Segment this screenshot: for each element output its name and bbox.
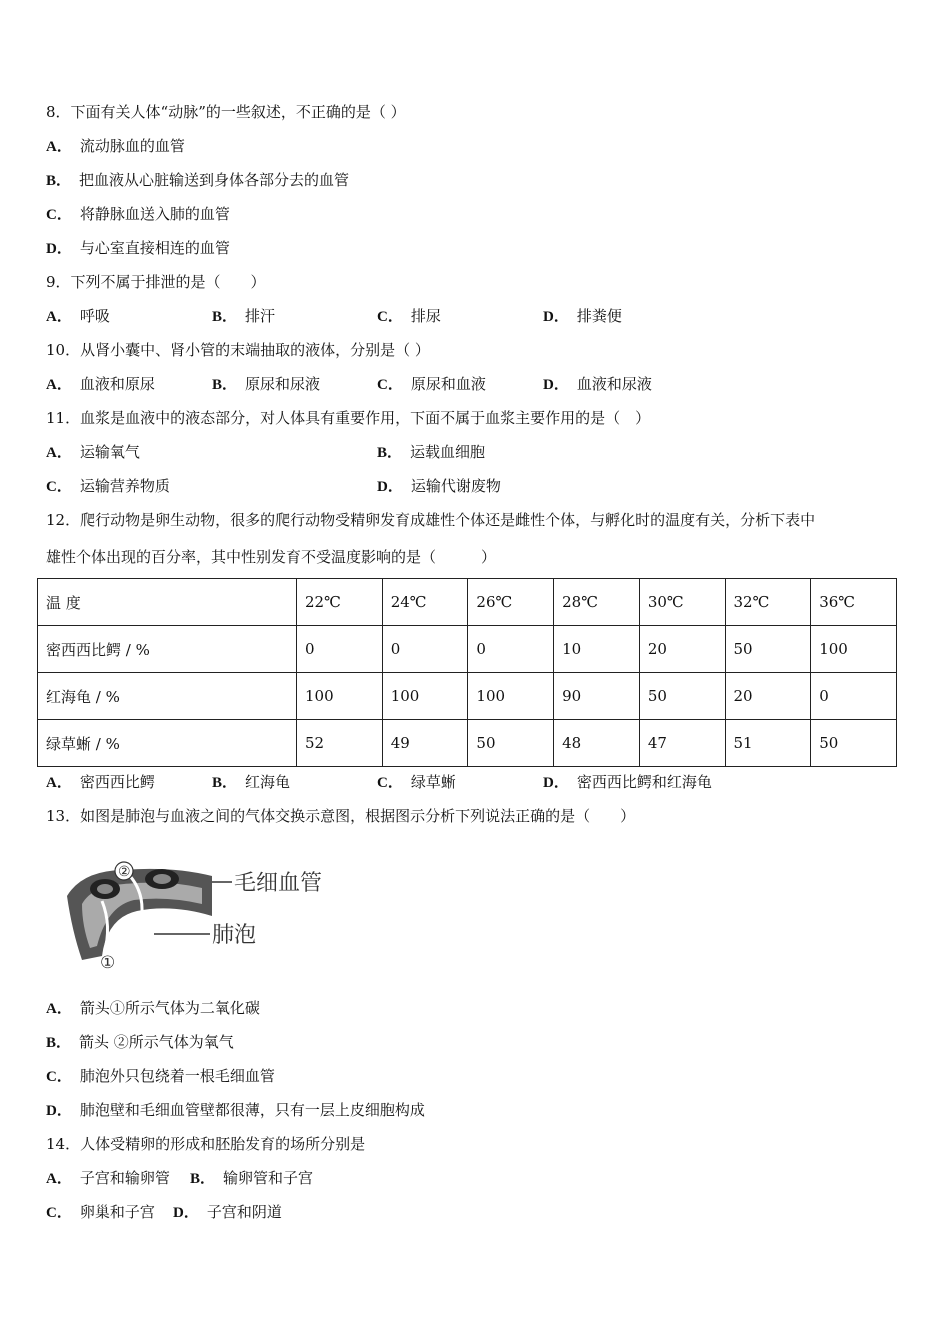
option-letter: C． xyxy=(46,207,72,223)
option-text: 肺泡壁和毛细血管壁都很薄，只有一层上皮细胞构成 xyxy=(79,1101,425,1119)
q10-option-c[interactable] xyxy=(377,374,486,395)
q14-option-c[interactable] xyxy=(46,1202,155,1223)
red-blood-cell xyxy=(97,884,113,894)
q9-stem: 9．下列不属于排泄的是（ ） xyxy=(46,273,266,291)
option-text: 把血液从心脏输送到身体各部分去的血管 xyxy=(79,171,350,189)
q14-option-a[interactable] xyxy=(46,1168,170,1189)
option-text: 流动脉血的血管 xyxy=(79,137,185,155)
option-text: 密西西比鳄 xyxy=(79,773,155,791)
table-cell: 20 xyxy=(639,626,725,673)
option-letter: D． xyxy=(543,377,569,393)
q10-option-b[interactable] xyxy=(212,374,320,395)
q9-option-b[interactable] xyxy=(212,306,275,327)
option-letter: B． xyxy=(377,445,403,461)
option-letter: A． xyxy=(46,377,72,393)
table-cell: 0 xyxy=(297,626,383,673)
option-letter: D． xyxy=(543,309,569,325)
option-letter: D． xyxy=(46,241,72,257)
q12-stem-line2: 雄性个体出现的百分率，其中性别发育不受温度影响的是（ ） xyxy=(46,548,497,566)
option-letter: A． xyxy=(46,1001,72,1017)
q12-option-a[interactable] xyxy=(46,772,155,793)
option-text: 箭头①所示气体为二氧化碳 xyxy=(79,999,260,1017)
option-text: 运输营养物质 xyxy=(79,477,170,495)
table-cell: 51 xyxy=(725,720,811,767)
table-cell: 绿草蜥 / % xyxy=(38,720,297,767)
table-cell: 0 xyxy=(382,626,468,673)
option-letter: A． xyxy=(46,139,72,155)
option-text: 运输氧气 xyxy=(79,443,140,461)
option-letter: D． xyxy=(173,1205,199,1221)
table-cell: 红海龟 / % xyxy=(38,673,297,720)
option-text: 原尿和尿液 xyxy=(245,375,321,393)
mark-1: ① xyxy=(100,953,116,973)
table-cell: 50 xyxy=(725,626,811,673)
option-letter: C． xyxy=(377,775,403,791)
option-letter: B． xyxy=(212,775,238,791)
table-cell: 100 xyxy=(468,673,554,720)
option-text: 排粪便 xyxy=(576,307,622,325)
q12-stem-line1: 12．爬行动物是卵生动物，很多的爬行动物受精卵发育成雄性个体还是雌性个体，与孵化时的温度有关，分析下表中 xyxy=(46,511,816,529)
q9-option-d[interactable] xyxy=(543,306,622,327)
capillary-label: 毛细血管 xyxy=(234,871,322,896)
temperature-table xyxy=(37,578,897,767)
option-text: 肺泡外只包绕着一根毛细血管 xyxy=(79,1067,275,1085)
table-cell: 密西西比鳄 / % xyxy=(38,626,297,673)
option-text: 绿草蜥 xyxy=(410,773,456,791)
option-letter: B． xyxy=(212,309,238,325)
table-cell: 47 xyxy=(639,720,725,767)
q8-option-c[interactable] xyxy=(46,204,230,225)
option-letter: A． xyxy=(46,1171,72,1187)
table-cell: 24℃ xyxy=(382,579,468,626)
q9-option-c[interactable] xyxy=(377,306,441,327)
table-header-row xyxy=(38,579,897,626)
option-text: 子宫和输卵管 xyxy=(79,1169,170,1187)
table-row xyxy=(38,626,897,673)
option-text: 密西西比鳄和红海龟 xyxy=(576,773,712,791)
option-letter: D． xyxy=(46,1103,72,1119)
table-cell: 28℃ xyxy=(554,579,640,626)
table-cell: 90 xyxy=(554,673,640,720)
option-letter: A． xyxy=(46,445,72,461)
table-cell: 0 xyxy=(811,673,897,720)
option-text: 运输代谢废物 xyxy=(410,477,501,495)
table-cell: 10 xyxy=(554,626,640,673)
q13-option-b[interactable] xyxy=(46,1032,234,1053)
gas-exchange-figure xyxy=(62,856,322,974)
table-cell: 20 xyxy=(725,673,811,720)
mark-2: ② xyxy=(118,864,131,880)
q10-stem: 10．从肾小囊中、肾小管的末端抽取的液体，分别是（ ） xyxy=(46,341,430,359)
table-cell: 30℃ xyxy=(639,579,725,626)
q13-option-d[interactable] xyxy=(46,1100,425,1121)
table-cell: 50 xyxy=(811,720,897,767)
table-cell: 48 xyxy=(554,720,640,767)
option-letter: B． xyxy=(46,173,72,189)
option-letter: C． xyxy=(46,1069,72,1085)
q11-stem: 11．血浆是血液中的液态部分，对人体具有重要作用，下面不属于血浆主要作用的是（ ） xyxy=(46,409,651,427)
q12-option-b[interactable] xyxy=(212,772,290,793)
option-text: 血液和原尿 xyxy=(79,375,155,393)
table-row xyxy=(38,673,897,720)
q13-stem: 13．如图是肺泡与血液之间的气体交换示意图，根据图示分析下列说法正确的是（ ） xyxy=(46,807,636,825)
table-cell: 26℃ xyxy=(468,579,554,626)
table-row xyxy=(38,720,897,767)
q13-option-c[interactable] xyxy=(46,1066,275,1087)
q8-option-d[interactable] xyxy=(46,238,230,259)
q10-option-d[interactable] xyxy=(543,374,652,395)
option-letter: B． xyxy=(46,1035,72,1051)
table-cell: 22℃ xyxy=(297,579,383,626)
table-cell: 0 xyxy=(468,626,554,673)
option-letter: B． xyxy=(212,377,238,393)
q12-option-d[interactable] xyxy=(543,772,712,793)
option-text: 输卵管和子宫 xyxy=(223,1169,314,1187)
table-cell: 100 xyxy=(811,626,897,673)
table-cell: 52 xyxy=(297,720,383,767)
table-cell: 32℃ xyxy=(725,579,811,626)
option-letter: D． xyxy=(543,775,569,791)
option-letter: C． xyxy=(377,377,403,393)
q11-option-a[interactable] xyxy=(46,442,140,463)
q14-option-b[interactable] xyxy=(190,1168,313,1189)
q13-option-a[interactable] xyxy=(46,998,260,1019)
q11-option-d[interactable] xyxy=(377,476,501,497)
option-text: 将静脉血送入肺的血管 xyxy=(79,205,230,223)
option-text: 呼吸 xyxy=(79,307,110,325)
option-text: 运载血细胞 xyxy=(410,443,486,461)
q10-option-a[interactable] xyxy=(46,374,155,395)
option-text: 血液和尿液 xyxy=(576,375,652,393)
option-text: 排汗 xyxy=(245,307,276,325)
q8-option-a[interactable] xyxy=(46,136,185,157)
option-text: 排尿 xyxy=(410,307,441,325)
option-letter: C． xyxy=(377,309,403,325)
option-text: 卵巢和子宫 xyxy=(79,1203,155,1221)
q11-option-c[interactable] xyxy=(46,476,170,497)
table-cell: 50 xyxy=(468,720,554,767)
option-letter: B． xyxy=(190,1171,216,1187)
arrow-2-head-icon xyxy=(134,920,147,932)
table-cell: 温 度 xyxy=(38,579,297,626)
table-cell: 36℃ xyxy=(811,579,897,626)
q12-option-c[interactable] xyxy=(377,772,456,793)
option-text: 原尿和血液 xyxy=(410,375,486,393)
q8-stem: 8．下面有关人体“动脉”的一些叙述，不正确的是（ ） xyxy=(46,103,406,121)
table-cell: 49 xyxy=(382,720,468,767)
table-cell: 50 xyxy=(639,673,725,720)
table-cell: 100 xyxy=(382,673,468,720)
option-letter: C． xyxy=(46,1205,72,1221)
option-letter: A． xyxy=(46,775,72,791)
option-text: 箭头 ②所示气体为氧气 xyxy=(79,1033,234,1051)
q14-option-d[interactable] xyxy=(173,1202,282,1223)
table-cell: 100 xyxy=(297,673,383,720)
option-text: 与心室直接相连的血管 xyxy=(79,239,230,257)
q9-option-a[interactable] xyxy=(46,306,110,327)
red-blood-cell xyxy=(153,874,171,884)
option-text: 红海龟 xyxy=(245,773,291,791)
option-letter: D． xyxy=(377,479,403,495)
q11-option-b[interactable] xyxy=(377,442,485,463)
q8-option-b[interactable] xyxy=(46,170,349,191)
option-text: 子宫和阴道 xyxy=(206,1203,282,1221)
option-letter: A． xyxy=(46,309,72,325)
alveolus-label: 肺泡 xyxy=(212,923,257,948)
q14-stem: 14．人体受精卵的形成和胚胎发育的场所分别是 xyxy=(46,1135,366,1153)
option-letter: C． xyxy=(46,479,72,495)
